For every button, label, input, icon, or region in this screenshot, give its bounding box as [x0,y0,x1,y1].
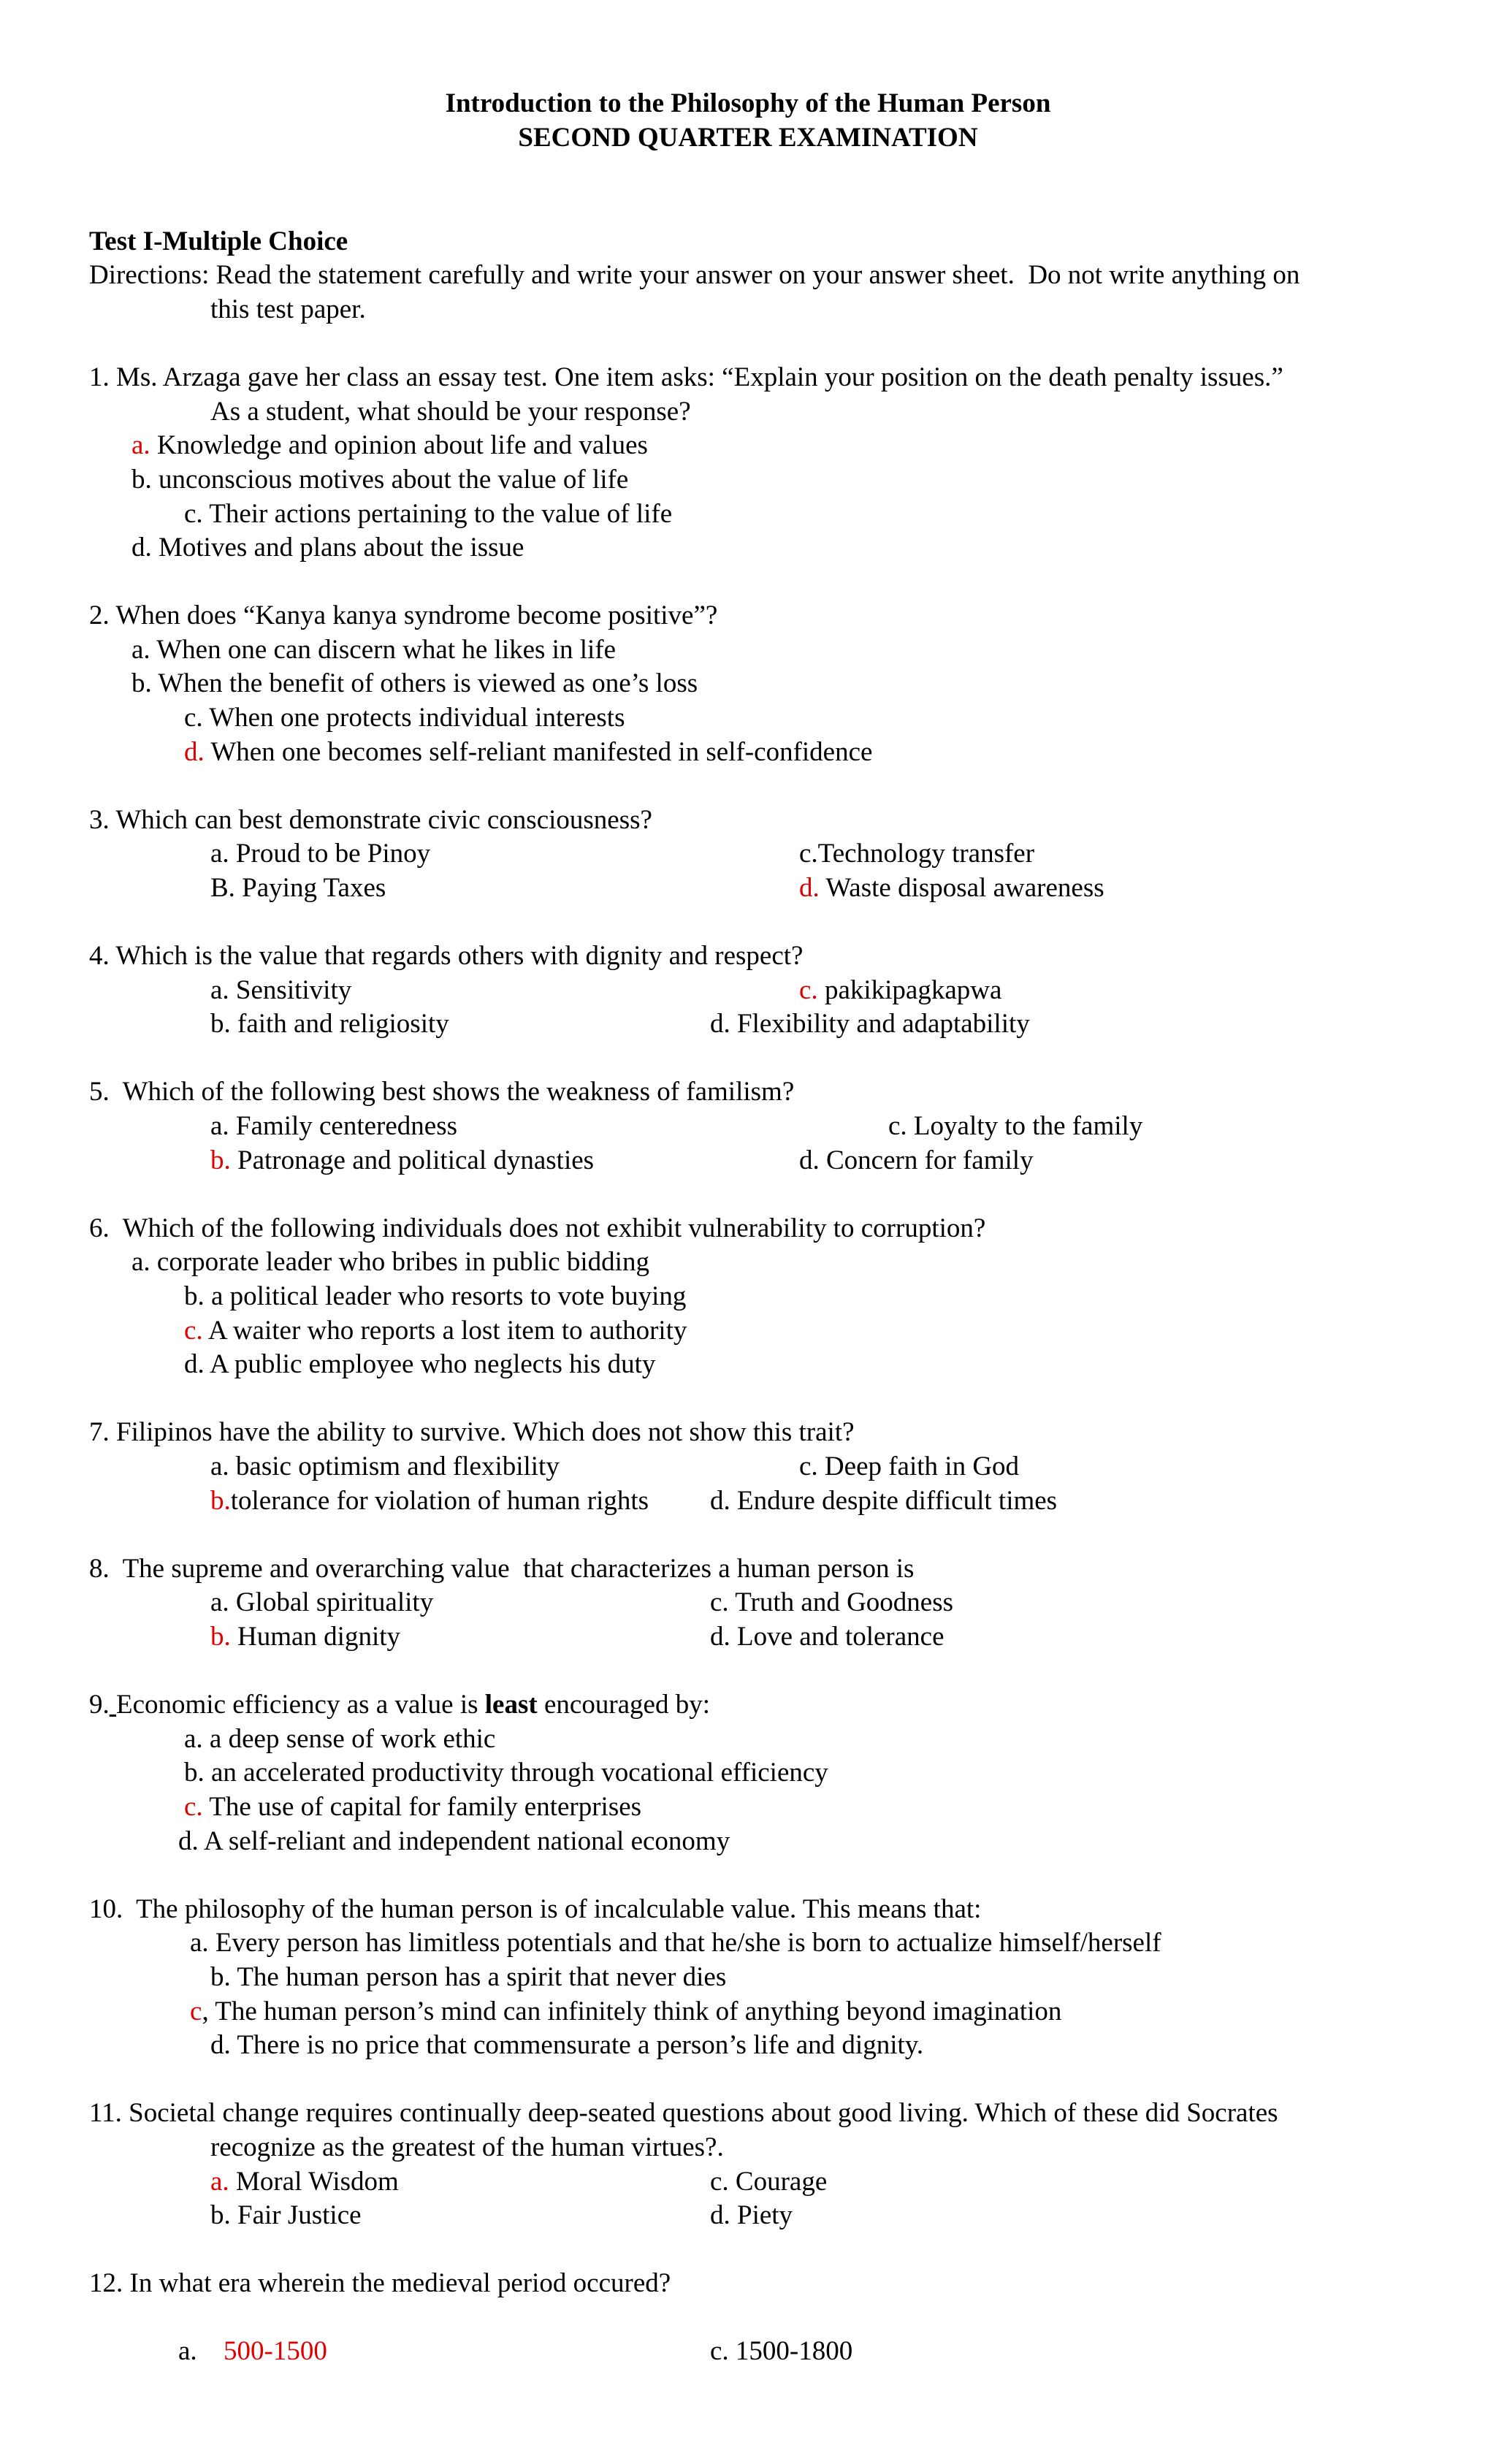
question-3-option-d: d. Waste disposal awareness [799,873,1104,903]
question-6-option-c: c. A waiter who reports a lost item to authority [184,1316,687,1346]
question-4-option-b: b. faith and religiosity [210,1009,449,1039]
question-7-stem: 7. Filipinos have the ability to survive. Which does not show this trait? [89,1417,855,1447]
question-2-option-c: c. When one protects individual interests [184,703,625,733]
document-title: Introduction to the Philosophy of the Human Person [445,88,1051,118]
question-9-option-b: b. an accelerated productivity through vocational efficiency [184,1758,828,1788]
question-11-option-b: b. Fair Justice [210,2200,362,2230]
question-5-option-c: c. Loyalty to the family [888,1111,1143,1141]
answer-marker: c [190,1996,202,2026]
question-12-option-c: c. 1500-1800 [710,2336,853,2366]
directions-line-1: Directions: Read the statement carefully and write your answer on your answer sheet. Do not write anything on [89,260,1300,290]
answer-marker: c. [184,1792,203,1822]
question-1-stem: 1. Ms. Arzaga gave her class an essay test. One item asks: “Explain your position on the death penalty issues.” [89,362,1283,392]
answer-marker: c. [799,975,818,1005]
question-8-option-d: d. Love and tolerance [710,1622,944,1652]
question-6-option-a: a. corporate leader who bribes in public bidding [131,1247,649,1277]
answer-marker: a. [131,430,150,460]
answer-marker: c. [184,1316,203,1346]
question-5-stem: 5. Which of the following best shows the weakness of familism? [89,1077,795,1107]
question-9-option-c: c. The use of capital for family enterprises [184,1792,642,1822]
question-9-option-d: d. A self-reliant and independent national economy [178,1826,730,1856]
question-2-option-a: a. When one can discern what he likes in life [131,635,617,665]
question-11-option-a: a. Moral Wisdom [210,2167,399,2197]
question-7-option-b: b.tolerance for violation of human rights [210,1486,649,1516]
answer-marker: d. [799,873,820,903]
test-heading: Test I-Multiple Choice [89,226,348,256]
question-1-option-a: a. Knowledge and opinion about life and values [131,430,648,460]
document-subtitle: SECOND QUARTER EXAMINATION [518,123,978,153]
question-2-stem: 2. When does “Kanya kanya syndrome become positive”? [89,600,718,630]
question-11-option-c: c. Courage [710,2167,828,2197]
question-3-option-a: a. Proud to be Pinoy [210,839,431,869]
question-4-option-a: a. Sensitivity [210,975,352,1005]
question-9-stem: 9. Economic efficiency as a value is least encouraged by: [89,1690,711,1720]
question-8-stem: 8. The supreme and overarching value that characterizes a human person is [89,1554,915,1584]
question-8-option-b: b. Human dignity [210,1622,401,1652]
question-7-option-c: c. Deep faith in God [799,1452,1020,1481]
question-11-stem: 11. Societal change requires continually deep-seated questions about good living. Which of these did Socrates [89,2098,1278,2128]
question-8-option-a: a. Global spirituality [210,1587,434,1617]
question-3-option-b: B. Paying Taxes [210,873,386,903]
question-6-option-b: b. a political leader who resorts to vote buying [184,1281,687,1311]
question-5-option-b: b. Patronage and political dynasties [210,1145,595,1175]
question-6-stem: 6. Which of the following individuals does not exhibit vulnerability to corruption? [89,1213,986,1243]
question-3-option-c: c.Technology transfer [799,839,1035,869]
question-5-option-a: a. Family centeredness [210,1111,458,1141]
question-11-option-d: d. Piety [710,2200,793,2230]
answer-marker: d. [184,737,205,767]
answer-marker: b. [210,1622,231,1652]
directions-line-2: this test paper. [210,294,366,324]
answer-marker: b. [210,1145,231,1175]
question-2-option-b: b. When the benefit of others is viewed as one’s loss [131,668,698,698]
question-4-stem: 4. Which is the value that regards others with dignity and respect? [89,941,804,971]
question-12-option-a-letter: a. [178,2336,197,2366]
question-1-option-c: c. Their actions pertaining to the value of life [184,499,673,529]
question-12-option-a-answer: 500-1500 [224,2336,327,2366]
question-7-option-d: d. Endure despite difficult times [710,1486,1058,1516]
question-8-option-c: c. Truth and Goodness [710,1587,954,1617]
answer-marker: a. [210,2167,229,2197]
question-4-option-d: d. Flexibility and adaptability [710,1009,1030,1039]
emphasis: least [484,1690,538,1720]
question-3-stem: 3. Which can best demonstrate civic consciousness? [89,805,652,835]
question-10-option-b: b. The human person has a spirit that never dies [210,1962,727,1992]
question-11-stem-cont: recognize as the greatest of the human virtues?. [210,2132,724,2162]
question-2-option-d: d. When one becomes self-reliant manifested in self-confidence [184,737,873,767]
question-12-stem: 12. In what era wherein the medieval period occured? [89,2268,671,2298]
question-1-stem-cont: As a student, what should be your response? [210,397,691,427]
question-4-option-c: c. pakikipagkapwa [799,975,1002,1005]
question-1-option-d: d. Motives and plans about the issue [131,533,524,562]
question-6-option-d: d. A public employee who neglects his duty [184,1349,656,1379]
question-9-option-a: a. a deep sense of work ethic [184,1724,496,1754]
question-10-option-a: a. Every person has limitless potentials and that he/she is born to actualize himself/herself [190,1928,1161,1958]
question-5-option-d: d. Concern for family [799,1145,1034,1175]
question-7-option-a: a. basic optimism and flexibility [210,1452,560,1481]
question-10-stem: 10. The philosophy of the human person is of incalculable value. This means that: [89,1894,982,1924]
question-10-option-c: c, The human person’s mind can infinitely think of anything beyond imagination [190,1996,1062,2026]
question-10-option-d: d. There is no price that commensurate a person’s life and dignity. [210,2030,924,2060]
answer-marker: b. [210,1486,231,1516]
question-1-option-b: b. unconscious motives about the value of life [131,465,629,495]
